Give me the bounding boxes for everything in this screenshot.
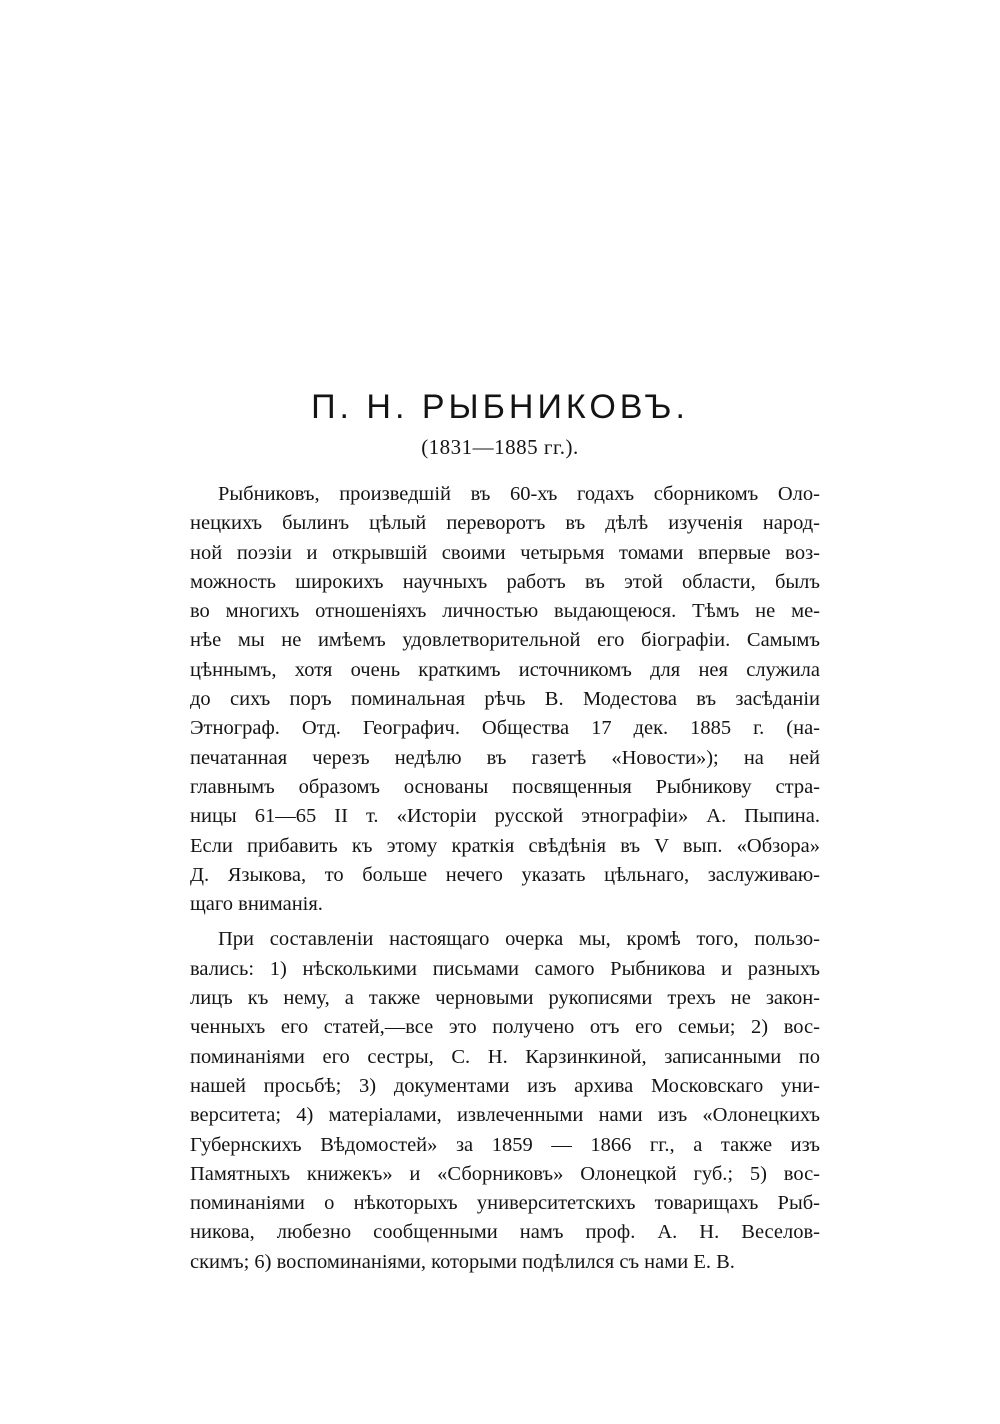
text-line: во многихъ отношеніяхъ личностью выдающеюся. Тѣмъ не ме- (190, 600, 820, 623)
text-line: скимъ; 6) воспоминаніями, которыми подѣлился съ нами Е. В. (190, 1250, 735, 1273)
text-line: можность широкихъ научныхъ работъ въ этой области, былъ (190, 570, 820, 593)
text-line: цѣннымъ, хотя очень краткимъ источникомъ для нея служила (190, 658, 820, 681)
text-line: Этнограф. Отд. Географич. Общества 17 дек. 1885 г. (на- (190, 717, 820, 740)
text-line: до сихъ поръ поминальная рѣчь В. Модестова въ засѣданіи (190, 688, 820, 711)
text-line: Рыбниковъ, произведшій въ 60-хъ годахъ сборникомъ Оло- (218, 483, 820, 505)
paragraph-1 (190, 480, 820, 919)
text-line: щаго вниманія. (190, 893, 323, 916)
text-line: Д. Языкова, то больше нечего указать цѣльнаго, заслуживаю- (190, 863, 820, 886)
text-line: нашей просьбѣ; 3) документами изъ архива Московскаго уни- (190, 1074, 820, 1097)
text-line: Губернскихъ Вѣдомостей» за 1859 — 1866 гг., а также изъ (190, 1133, 820, 1156)
life-dates: (1831—1885 гг.). (421, 435, 579, 459)
text-line: главнымъ образомъ основаны посвященныя Рыбникову стра- (190, 775, 820, 798)
text-line: Памятныхъ книжекъ» и «Сборниковъ» Олонецкой губ.; 5) вос- (190, 1162, 820, 1185)
text-line: никова, любезно сообщенными намъ проф. А. Н. Веселов- (190, 1221, 820, 1244)
paragraph-2 (190, 925, 820, 1277)
text-line: верситета; 4) матеріалами, извлеченными нами изъ «Олонецкихъ (190, 1104, 820, 1127)
text-line: поминаніями его сестры, С. Н. Карзинкиной, записанными по (190, 1045, 820, 1068)
text-line: Если прибавить къ этому краткія свѣдѣнія въ V вып. «Обзора» (190, 834, 820, 857)
text-line: ной поэзіи и открывшій своими четырьмя томами впервые воз- (190, 541, 820, 564)
text-line: нѣе мы не имѣемъ удовлетворительной его біографіи. Самымъ (190, 629, 820, 652)
text-line: При составленіи настоящаго очерка мы, кромѣ того, пользо- (218, 928, 820, 951)
body-text (190, 480, 820, 1277)
text-line: поминаніями о нѣкоторыхъ университетскихъ товарищахъ Рыб- (190, 1192, 820, 1215)
page-title: П. Н. РЫБНИКОВЪ. (311, 388, 689, 426)
text-line: вались: 1) нѣсколькими письмами самого Рыбникова и разныхъ (190, 957, 820, 980)
text-line: ченныхъ его статей,—все это получено отъ его семьи; 2) вос- (190, 1016, 820, 1039)
text-line: нецкихъ былинъ цѣлый переворотъ въ дѣлѣ изученія народ- (190, 512, 820, 535)
text-line: печатанная черезъ недѣлю въ газетѣ «Новости»); на ней (190, 746, 820, 769)
text-line: ницы 61—65 II т. «Исторіи русской этнографіи» А. Пыпина. (190, 805, 820, 828)
text-line: лицъ къ нему, а также черновыми рукописями трехъ не закон- (190, 987, 820, 1010)
